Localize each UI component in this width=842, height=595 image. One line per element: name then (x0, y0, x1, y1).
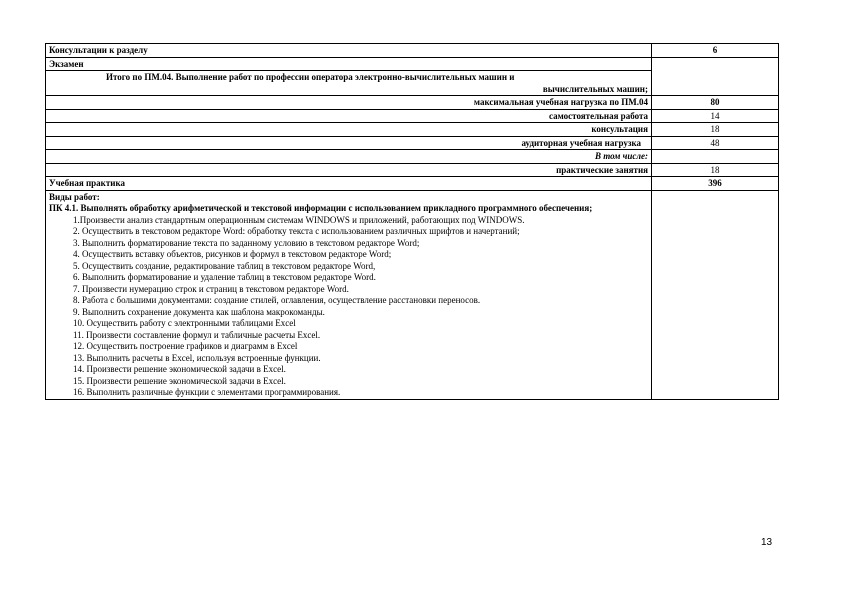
table-row (46, 44, 779, 58)
works-header: Виды работ: (49, 191, 100, 202)
table-row (46, 57, 779, 71)
practical-label: практические занятия (46, 163, 652, 177)
total-line-1: Итого по ПМ.04. Выполнение работ по профессии оператора электронно-вычислительных машин и (106, 72, 515, 82)
exam-label: Экзамен (46, 57, 652, 71)
consult2-value: 18 (652, 123, 779, 137)
table-row (46, 163, 779, 177)
work-item: 1.Произвести анализ стандартным операционным системам WINDOWS и приложений, работающих под WINDOWS. (73, 214, 525, 225)
work-item: 16. Выполнить различные функции с элементами программирования. (73, 387, 341, 397)
including-value-cell (652, 150, 779, 164)
work-item: 8. Работа с большими документами: создание стилей, оглавления, осуществление расстановки переносов. (73, 295, 481, 305)
self-work-value: 14 (652, 109, 779, 123)
practice-value: 396 (652, 177, 779, 191)
table-row (46, 190, 779, 399)
pk-text: ПК 4.1. Выполнять обработку арифметической и текстовой информации с использованием прикладного программного обеспечения; (49, 203, 593, 213)
work-item: 15. Произвести решение экономической задачи в Excel. (73, 375, 286, 386)
practice-label: Учебная практика (46, 177, 652, 191)
exam-value-cell (652, 57, 779, 96)
total-line-2: вычислительных машин; (542, 83, 648, 94)
table-row (46, 136, 779, 150)
table-row (46, 123, 779, 137)
practical-value: 18 (652, 163, 779, 177)
consult2-label: консультация (46, 123, 652, 137)
document-page (45, 43, 778, 400)
work-item: 2. Осуществить в текстовом редакторе Word: обработку текста с использованием различных шрифтов и начертаний; (73, 226, 520, 236)
work-item: 14. Произвести решение экономической задачи в Excel. (73, 364, 286, 374)
table-row (46, 109, 779, 123)
work-item: 10. Осуществить работу с электронными таблицами Excel (73, 318, 296, 328)
consult-label: Консультации к разделу (46, 44, 652, 58)
works-cell (46, 190, 652, 399)
work-item: 9. Выполнить сохранение документа как шаблона макрокоманды. (73, 306, 325, 317)
work-item: 4. Осуществить вставку объектов, рисунков и формул в текстовом редакторе Word; (73, 249, 392, 259)
work-item: 3. Выполнить форматирование текста по заданному условию в текстовом редакторе Word; (73, 237, 420, 248)
works-list (49, 215, 648, 399)
consult-value: 6 (652, 44, 779, 58)
work-item: 13. Выполнить расчеты в Excel, используя встроенные функции. (73, 352, 321, 363)
work-item: 6. Выполнить форматирование и удаление таблиц в текстовом редакторе Word. (73, 272, 376, 282)
table-row (46, 150, 779, 164)
curriculum-table (45, 43, 779, 400)
work-item: 12. Осуществить построение графиков и диаграмм в Excel (73, 341, 298, 351)
table-row (46, 177, 779, 191)
works-value-cell (652, 190, 779, 399)
max-load-value: 80 (652, 96, 779, 110)
aud-label: аудиторная учебная нагрузка (46, 136, 652, 150)
max-load-label: максимальная учебная нагрузка по ПМ.04 (46, 96, 652, 110)
work-item: 5. Осуществить создание, редактирование таблиц в текстовом редакторе Word, (73, 260, 376, 271)
including-label: В том числе: (46, 150, 652, 164)
work-item: 7. Произвести нумерацию строк и страниц в текстовом редакторе Word. (73, 283, 349, 294)
total-cell (46, 71, 652, 96)
work-item: 11. Произвести составление формул и табличные расчеты Excel. (73, 329, 321, 340)
aud-value: 48 (652, 136, 779, 150)
self-work-label: самостоятельная работа (46, 109, 652, 123)
page-number: 13 (761, 537, 773, 548)
table-row (46, 96, 779, 110)
